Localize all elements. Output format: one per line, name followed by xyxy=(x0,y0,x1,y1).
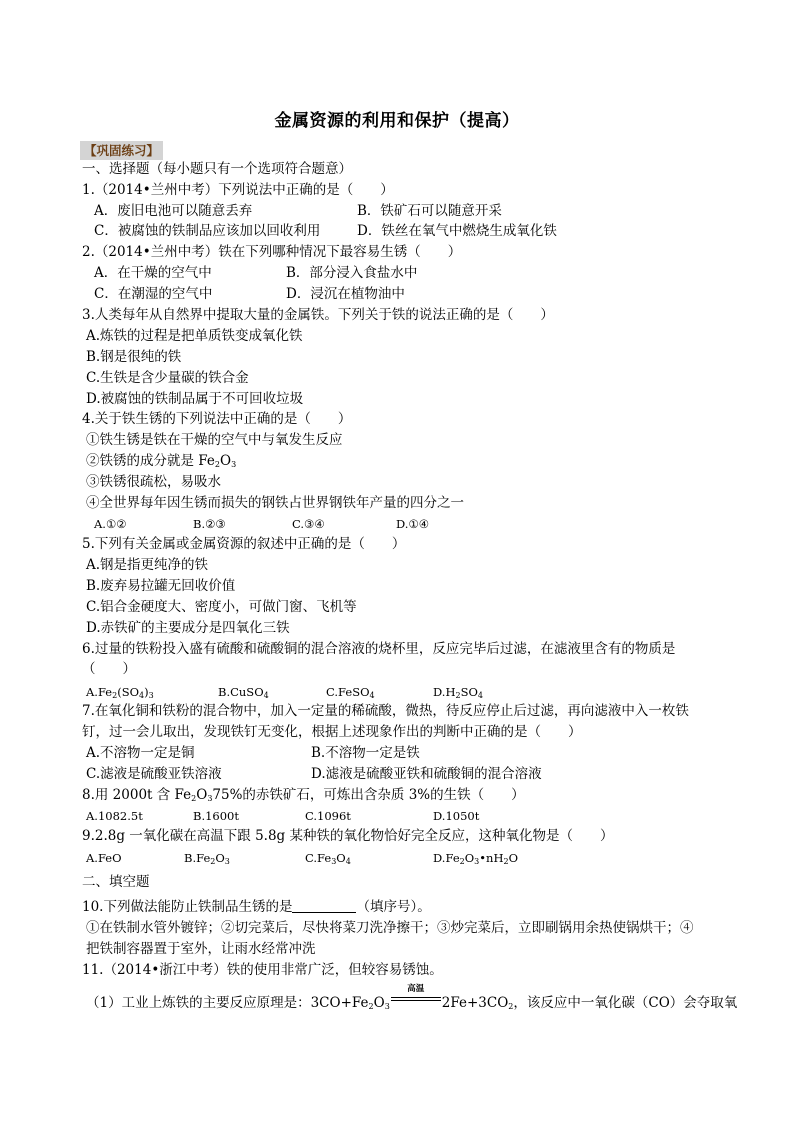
question-4-statement-4: ④全世界每年因生锈而损失的钢铁占世界钢铁年产量的四分之一 xyxy=(86,495,464,511)
question-4-statement-1: ①铁生锈是铁在干燥的空气中与氧发生反应 xyxy=(86,432,343,448)
question-6-stem: 6.过量的铁粉投入盛有硫酸和硫酸铜的混合溶液的烧杯里，反应完毕后过滤，在滤液里含有的物质是 xyxy=(82,641,676,657)
question-2-stem: 2.（2014•兰州中考）铁在下列哪种情况下最容易生锈（ ） xyxy=(82,244,462,260)
question-8-stem: 8.用 2000t 含 $Fe_2O_375\%$的赤铁矿石，可炼出含杂质 3%的生铁（ ） xyxy=(82,787,525,803)
question-1-stem: 1.（2014•兰州中考）下列说法中正确的是（ ） xyxy=(82,182,394,198)
question-1-option-b: B．铁矿石可以随意开采 xyxy=(357,203,502,219)
question-3-stem: 3.人类每年从自然界中提取大量的金属铁。下列关于铁的说法正确的是（ ） xyxy=(82,307,554,323)
question-6-option-a: $A.Fe_2(SO_4)_3$ xyxy=(86,685,154,700)
question-9-option-c: $C.Fe_3O_4$ xyxy=(305,851,351,866)
question-3-option-a: A.炼铁的过程是把单质铁变成氧化铁 xyxy=(86,328,303,344)
question-8-option-b: B.1600t xyxy=(193,809,239,823)
question-4-stem: 4.关于铁生锈的下列说法中正确的是（ ） xyxy=(82,411,352,427)
question-2-option-b: B．部分浸入食盐水中 xyxy=(286,265,418,281)
question-4-statement-3: ③铁锈很疏松，易吸水 xyxy=(86,474,221,490)
question-1-option-d: D．铁丝在氧气中燃烧生成氧化铁 xyxy=(357,223,557,239)
question-2-option-a: A．在干燥的空气中 xyxy=(94,265,212,281)
reaction-condition-arrow xyxy=(391,984,441,1012)
question-6-option-b: B.CuSO$_4$ xyxy=(218,685,269,700)
question-11-part-1: （1）工业上炼铁的主要反应原理是：$3CO+Fe_2O_3$ 高温 $2Fe+3CO_2$，该反应中一氧化碳（CO）会夺取氧 xyxy=(86,984,738,1011)
question-2-option-c: C．在潮湿的空气中 xyxy=(94,286,213,302)
question-10-stem: 10.下列做法能防止铁制品生锈的是 （填序号）。 xyxy=(82,899,431,915)
question-7-stem-line-2: 钉，过一会儿取出，发现铁钉无变化，根据上述现象作出的判断中正确的是（ ） xyxy=(82,724,582,740)
question-9-option-b: $B.Fe_2O_3$ xyxy=(184,851,230,866)
question-6-answer-paren: （ ） xyxy=(82,661,136,677)
reaction-condition-label: 高温 xyxy=(407,984,425,994)
question-8-option-d: D.1050t xyxy=(433,809,480,823)
question-10-line-2: 把铁制容器置于室外，让雨水经常冲洗 xyxy=(86,941,316,957)
question-7-option-c: C.滤液是硫酸亚铁溶液 xyxy=(86,766,222,782)
question-9-stem: 9.2.8g 一氧化碳在高温下跟 5.8g 某种铁的氧化物恰好完全反应，这种氧化物是（ ） xyxy=(82,828,614,844)
section-tag: 【巩固练习】 xyxy=(80,141,163,160)
question-5-stem: 5.下列有关金属或金属资源的叙述中正确的是（ ） xyxy=(82,536,406,552)
question-1-option-c: C．被腐蚀的铁制品应该加以回收利用 xyxy=(94,223,321,239)
question-3-option-d: D.被腐蚀的铁制品属于不可回收垃圾 xyxy=(86,391,304,407)
question-7-option-a: A.不溶物一定是铜 xyxy=(86,745,195,761)
question-4-option-d: D.①④ xyxy=(396,517,430,531)
section-heading-fill-in: 二、填空题 xyxy=(82,874,150,890)
question-3-option-b: B.钢是很纯的铁 xyxy=(86,349,182,365)
question-5-option-d: D.赤铁矿的主要成分是四氧化三铁 xyxy=(86,620,290,636)
question-5-option-a: A.钢是指更纯净的铁 xyxy=(86,557,209,573)
question-5-option-c: C.铝合金硬度大、密度小，可做门窗、飞机等 xyxy=(86,599,357,615)
section-heading-choice: 一、选择题（每小题只有一个选项符合题意） xyxy=(82,161,352,177)
question-2-option-d: D．浸沉在植物油中 xyxy=(286,286,405,302)
question-9-option-a: A.FeO xyxy=(86,851,122,865)
question-7-stem-line-1: 7.在氧化铜和铁粉的混合物中，加入一定量的稀硫酸，微热，待反应停止后过滤，再向滤液中入一枚铁 xyxy=(82,703,689,719)
question-10-line-1: ①在铁制水管外镀锌；②切完菜后，尽快将菜刀洗净擦干；③炒完菜后，立即刷锅用余热使锅烘干；④ xyxy=(86,920,694,936)
question-4-option-b: B.②③ xyxy=(193,517,226,531)
question-6-option-c: C.FeSO$_4$ xyxy=(326,685,375,700)
question-4-statement-2: ②铁锈的成分就是 $Fe_2O_3$ xyxy=(86,453,237,469)
question-4-option-a: A.①② xyxy=(94,517,127,531)
question-10-answer-blank[interactable] xyxy=(292,899,356,913)
question-8-option-c: C.1096t xyxy=(305,809,351,823)
question-5-option-b: B.废弃易拉罐无回收价值 xyxy=(86,578,236,594)
question-11-stem: 11.（2014•浙江中考）铁的使用非常广泛，但较容易锈蚀。 xyxy=(82,962,443,978)
question-8-option-a: A.1082.5t xyxy=(86,809,143,823)
question-7-option-d: D.滤液是硫酸亚铁和硫酸铜的混合溶液 xyxy=(311,766,542,782)
question-3-option-c: C.生铁是含少量碳的铁合金 xyxy=(86,370,249,386)
question-9-option-d: $D.Fe_2O_3•nH_2O$ xyxy=(433,851,518,866)
question-4-option-c: C.③④ xyxy=(292,517,325,531)
page-title: 金属资源的利用和保护（提高） xyxy=(274,111,520,131)
question-6-option-d: $D.H_2SO_4$ xyxy=(433,685,483,700)
question-1-option-a: A．废旧电池可以随意丢弃 xyxy=(94,203,253,219)
question-7-option-b: B.不溶物一定是铁 xyxy=(311,745,420,761)
